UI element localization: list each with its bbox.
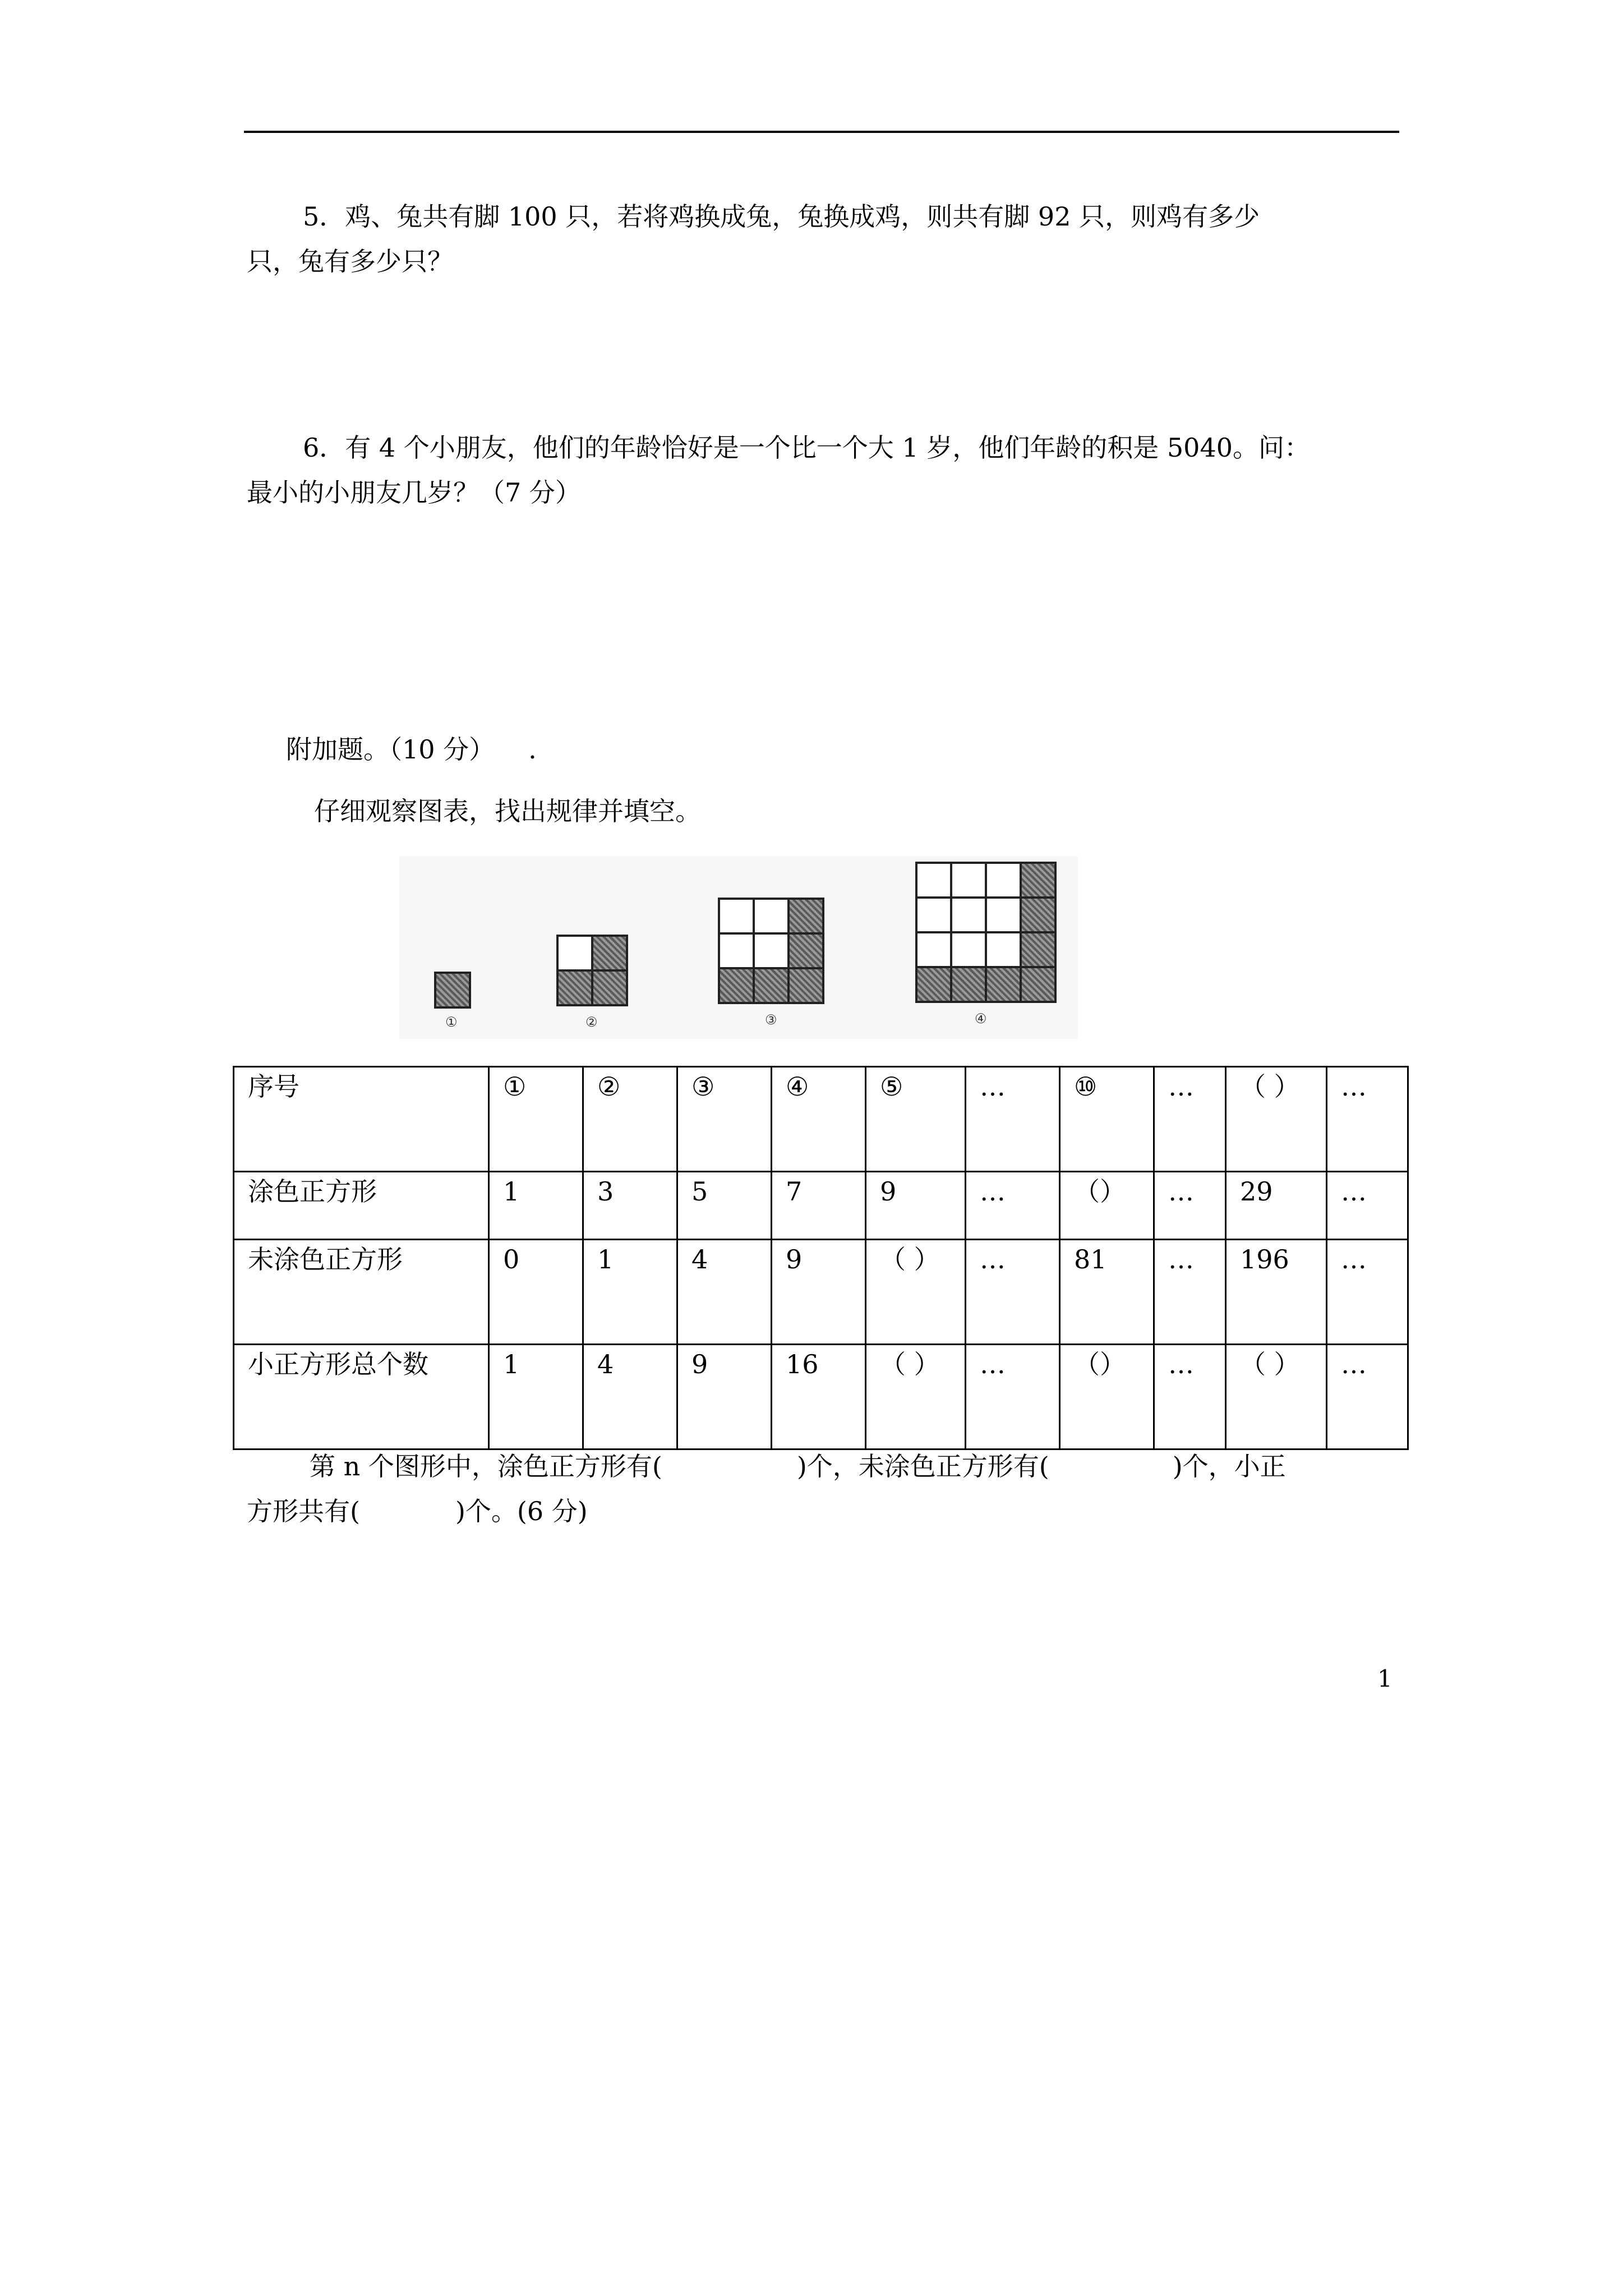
fig3-cell — [753, 898, 790, 935]
fig3-cell — [787, 967, 824, 1004]
fig4-cell — [1020, 862, 1057, 899]
fig3-cell — [753, 967, 790, 1004]
fig4-cell — [1020, 931, 1057, 968]
fig2-cell — [591, 935, 628, 972]
fig4-cell — [915, 896, 952, 933]
fig3-cell — [718, 967, 755, 1004]
table-row: 序号 ① ② ③ ④ ⑤ … ⑩ … （ ） … — [234, 1067, 1408, 1172]
fig2-label: ② — [585, 1014, 598, 1030]
fig3-label: ③ — [765, 1012, 777, 1028]
fig4-cell — [915, 862, 952, 899]
fig4-cell — [1020, 896, 1057, 933]
fig3-cell — [718, 898, 755, 935]
fill-in-sentence: 第 n 个图形中，涂色正方形有( )个，未涂色正方形有( )个，小正 方形共有( )个。(6 分) — [247, 1451, 1286, 1526]
fig3-cell — [787, 932, 824, 969]
instruction: 仔细观察图表，找出规律并填空。 — [314, 796, 701, 826]
pattern-table — [233, 1066, 1409, 1450]
fig4-cell — [1020, 966, 1057, 1003]
header-rule — [244, 131, 1399, 133]
page-number: 1 — [1377, 1665, 1393, 1692]
fig4-cell — [985, 931, 1022, 968]
bonus-title: 附加题。（10 分） . — [286, 734, 537, 765]
pattern-figure — [399, 856, 1078, 1039]
fig4-cell — [950, 896, 987, 933]
question-6: 6．有 4 个小朋友，他们的年龄恰好是一个比一个大 1 岁，他们年龄的积是 5040。问： 最小的小朋友几岁？（7 分） — [247, 432, 1310, 508]
question-5: 5．鸡、兔共有脚 100 只，若将鸡换成兔，兔换成鸡，则共有脚 92 只，则鸡有多少 只，兔有多少只？ — [247, 201, 1260, 277]
fig1-square — [434, 972, 471, 1009]
fig4-cell — [915, 966, 952, 1003]
table-row: 小正方形总个数 1 4 9 16 （ ） … （） … （ ） … — [234, 1345, 1408, 1450]
table-row: 未涂色正方形 0 1 4 9 （ ） … 81 … 196 … — [234, 1240, 1408, 1345]
fig4-cell — [915, 931, 952, 968]
fig3-cell — [787, 898, 824, 935]
fig1-label: ① — [445, 1014, 458, 1030]
fig3-cell — [718, 932, 755, 969]
fig4-cell — [950, 862, 987, 899]
fig2-cell — [591, 969, 628, 1006]
fig3-cell — [753, 932, 790, 969]
fig2-cell — [556, 935, 593, 972]
table-row: 涂色正方形 1 3 5 7 9 … （） … 29 … — [234, 1172, 1408, 1240]
fig4-cell — [950, 966, 987, 1003]
fig4-cell — [985, 896, 1022, 933]
fig4-cell — [950, 931, 987, 968]
fig4-label: ④ — [975, 1011, 987, 1027]
fig4-cell — [985, 966, 1022, 1003]
fig2-cell — [556, 969, 593, 1006]
fig4-cell — [985, 862, 1022, 899]
